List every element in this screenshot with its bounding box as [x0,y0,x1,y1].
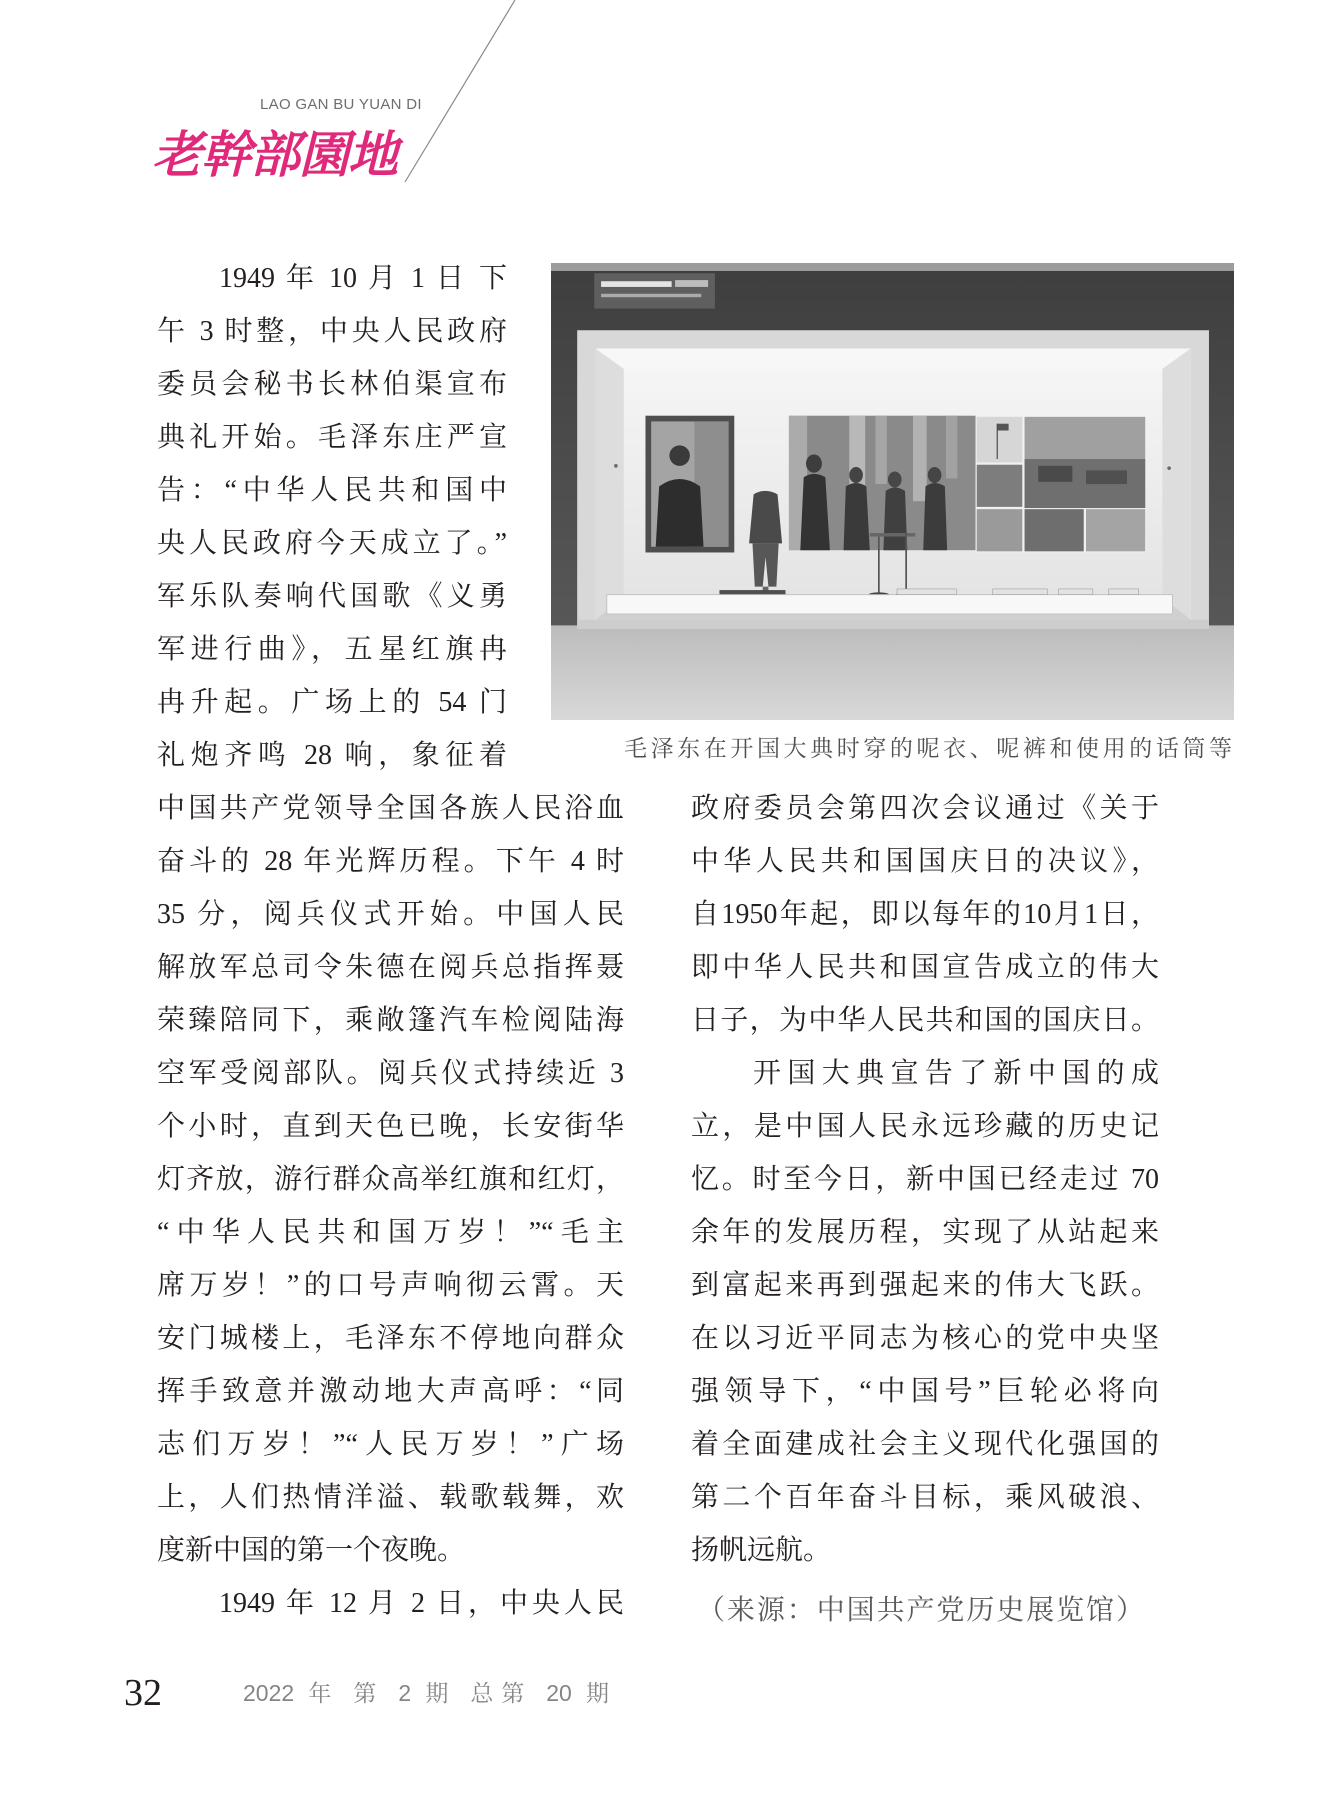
body-text-line: 个小时，直到天色已晚，长安街华 [157,1111,624,1142]
body-text-line: 度新中国的第一个夜晚。 [157,1535,466,1566]
body-text-line: 日子，为中华人民共和国的国庆日。 [691,1005,1159,1036]
body-text-line: 志们万岁！”“人民万岁！”广场 [157,1429,624,1460]
issue-info: 2022 年 第 2 期 总第 20 期 [243,1680,609,1706]
body-text-line: 空军受阅部队。阅兵仪式持续近 3 [157,1058,624,1089]
body-text-line: 委员会秘书长林伯渠宣布 [157,369,507,400]
body-text-line: 到富起来再到强起来的伟大飞跃。 [691,1270,1159,1301]
body-text-line: 第二个百年奋斗目标，乘风破浪、 [691,1482,1159,1513]
body-text-line: 荣臻陪同下，乘敞篷汽车检阅陆海 [157,1005,624,1036]
body-text-line: 强领导下，“中国号”巨轮必将向 [691,1376,1159,1407]
page-number: 32 [124,1672,162,1714]
body-text-line: 安门城楼上，毛泽东不停地向群众 [157,1323,624,1354]
article-column-left-top [157,252,507,782]
body-text-line: 央人民政府今天成立了。” [157,528,507,559]
body-text-line: 在以习近平同志为核心的党中央坚 [691,1323,1159,1354]
column-pinyin-title: LAO GAN BU YUAN DI [260,96,422,113]
body-text-line: 即中华人民共和国宣告成立的伟大 [691,952,1159,983]
body-text-line: 着全面建成社会主义现代化强国的 [691,1429,1159,1460]
body-text-line: 1949 年 10 月 1 日 下 [219,263,507,294]
body-text-line: 扬帆远航。 [691,1535,832,1566]
body-text-line: 1949 年 12 月 2 日，中央人民 [219,1588,624,1619]
body-text-line: 告：“中华人民共和国中 [157,475,507,506]
body-text-line: 冉升起。广场上的 54 门 [157,687,507,718]
photo-caption: 毛泽东在开国大典时穿的呢衣、呢裤和使用的话筒等 [624,736,1232,761]
body-text-line: 挥手致意并激动地大声高呼：“同 [157,1376,624,1407]
exhibit-sign [594,273,715,308]
photo-grid [976,416,1147,553]
body-text-line: 灯齐放，游行群众高举红旗和红灯， [157,1164,624,1195]
body-text-line: 立，是中国人民永远珍藏的历史记 [691,1111,1159,1142]
body-text-line: 35 分，阅兵仪式开始。中国人民 [157,899,624,930]
body-text-line: 奋斗的 28 年光辉历程。下午 4 时 [157,846,624,877]
article-column-left [157,782,624,1630]
body-text-line: 自1950年起，即以每年的10月1日， [691,899,1159,930]
body-text-line: 忆。时至今日，新中国已经走过 70 [691,1164,1159,1195]
body-text-line: “中华人民共和国万岁！”“毛主 [157,1217,624,1248]
body-text-line: 政府委员会第四次会议通过《关于 [691,793,1159,824]
body-text-line: 军乐队奏响代国歌《义勇 [157,581,507,612]
body-text-line: 解放军总司令朱德在阅兵总指挥聂 [157,952,624,983]
article-column-right [691,782,1159,1577]
body-text-line: 军进行曲》，五星红旗冉 [157,634,507,665]
photo-panel [789,416,976,550]
article-source: （来源：中国共产党历史展览馆） [697,1595,1144,1626]
body-text-line: 上，人们热情洋溢、载歌载舞，欢 [157,1482,624,1513]
body-text-line: 礼炮齐鸣 28 响，象征着 [157,740,507,771]
body-text-line: 中华人民共和国国庆日的决议》， [691,846,1159,877]
body-text-line: 开国大典宣告了新中国的成 [753,1058,1159,1089]
body-text-line: 午 3 时整，中央人民政府 [157,316,507,347]
gallery-floor [551,625,1234,720]
body-text-line: 典礼开始。毛泽东庄严宣 [157,422,507,453]
body-text-line: 余年的发展历程，实现了从站起来 [691,1217,1159,1248]
body-text-line: 席万岁！”的口号声响彻云霄。天 [157,1270,624,1301]
exhibit-photo [551,263,1234,720]
column-logo: 老幹部園地 [152,125,397,184]
portrait [645,416,734,553]
body-text-line: 中国共产党领导全国各族人民浴血 [157,793,624,824]
